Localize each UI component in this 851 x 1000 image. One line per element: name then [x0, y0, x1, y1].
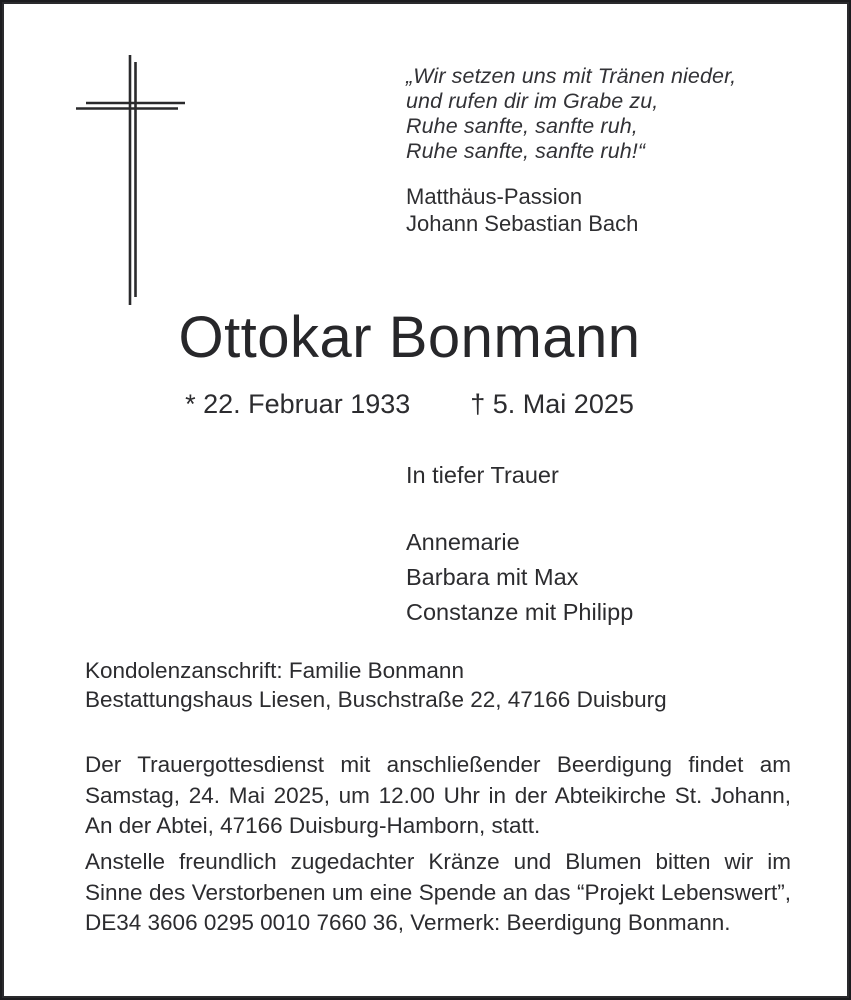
donation-line: DE34 3606 0295 0010 7660 36, Vermerk: Beerdigung Bonmann.: [85, 910, 731, 935]
mourners-list: [406, 525, 633, 630]
quote-attribution: [406, 183, 736, 237]
deceased-name: Ottokar Bonmann: [178, 305, 641, 370]
service-line: Der Trauergottesdienst mit anschließender Beerdigung findet am: [85, 752, 791, 777]
attribution-composer: Johann Sebastian Bach: [406, 211, 639, 236]
life-dates: [0, 388, 851, 420]
condolence-line: Kondolenzanschrift: Familie Bonmann: [85, 658, 464, 683]
mourning-intro: In tiefer Trauer: [406, 462, 559, 488]
quote-line: Ruhe sanfte, sanfte ruh,: [406, 114, 638, 138]
quote-line: und rufen dir im Grabe zu,: [406, 89, 659, 113]
mourner-name: Constanze mit Philipp: [406, 599, 634, 625]
condolence-address-block: [85, 656, 667, 714]
service-line: Samstag, 24. Mai 2025, um 12.00 Uhr in der Abteikirche St. Johann,: [85, 782, 791, 808]
donation-request-paragraph: [85, 847, 791, 939]
christian-cross-icon: [70, 50, 195, 310]
condolence-line: Bestattungshaus Liesen, Buschstraße 22, 47166 Duisburg: [85, 687, 667, 712]
quote-line: „Wir setzen uns mit Tränen nieder,: [406, 64, 737, 88]
service-announcement-paragraph: [85, 750, 791, 842]
death-date: † 5. Mai 2025: [470, 389, 634, 419]
mourning-block: [406, 461, 633, 630]
mourner-name: Annemarie: [406, 529, 520, 555]
mourner-name: Barbara mit Max: [406, 564, 579, 590]
birth-date: * 22. Februar 1933: [185, 389, 411, 419]
donation-line: Anstelle freundlich zugedachter Kränze und Blumen bitten wir im: [85, 849, 791, 874]
quote-line: Ruhe sanfte, sanfte ruh!“: [406, 139, 646, 163]
service-line: An der Abtei, 47166 Duisburg-Hamborn, statt.: [85, 813, 541, 838]
donation-line: Sinne des Verstorbenen um eine Spende an das “Projekt Lebenswert”,: [85, 879, 791, 905]
hymn-quote-block: [406, 64, 736, 237]
attribution-work: Matthäus-Passion: [406, 184, 583, 209]
